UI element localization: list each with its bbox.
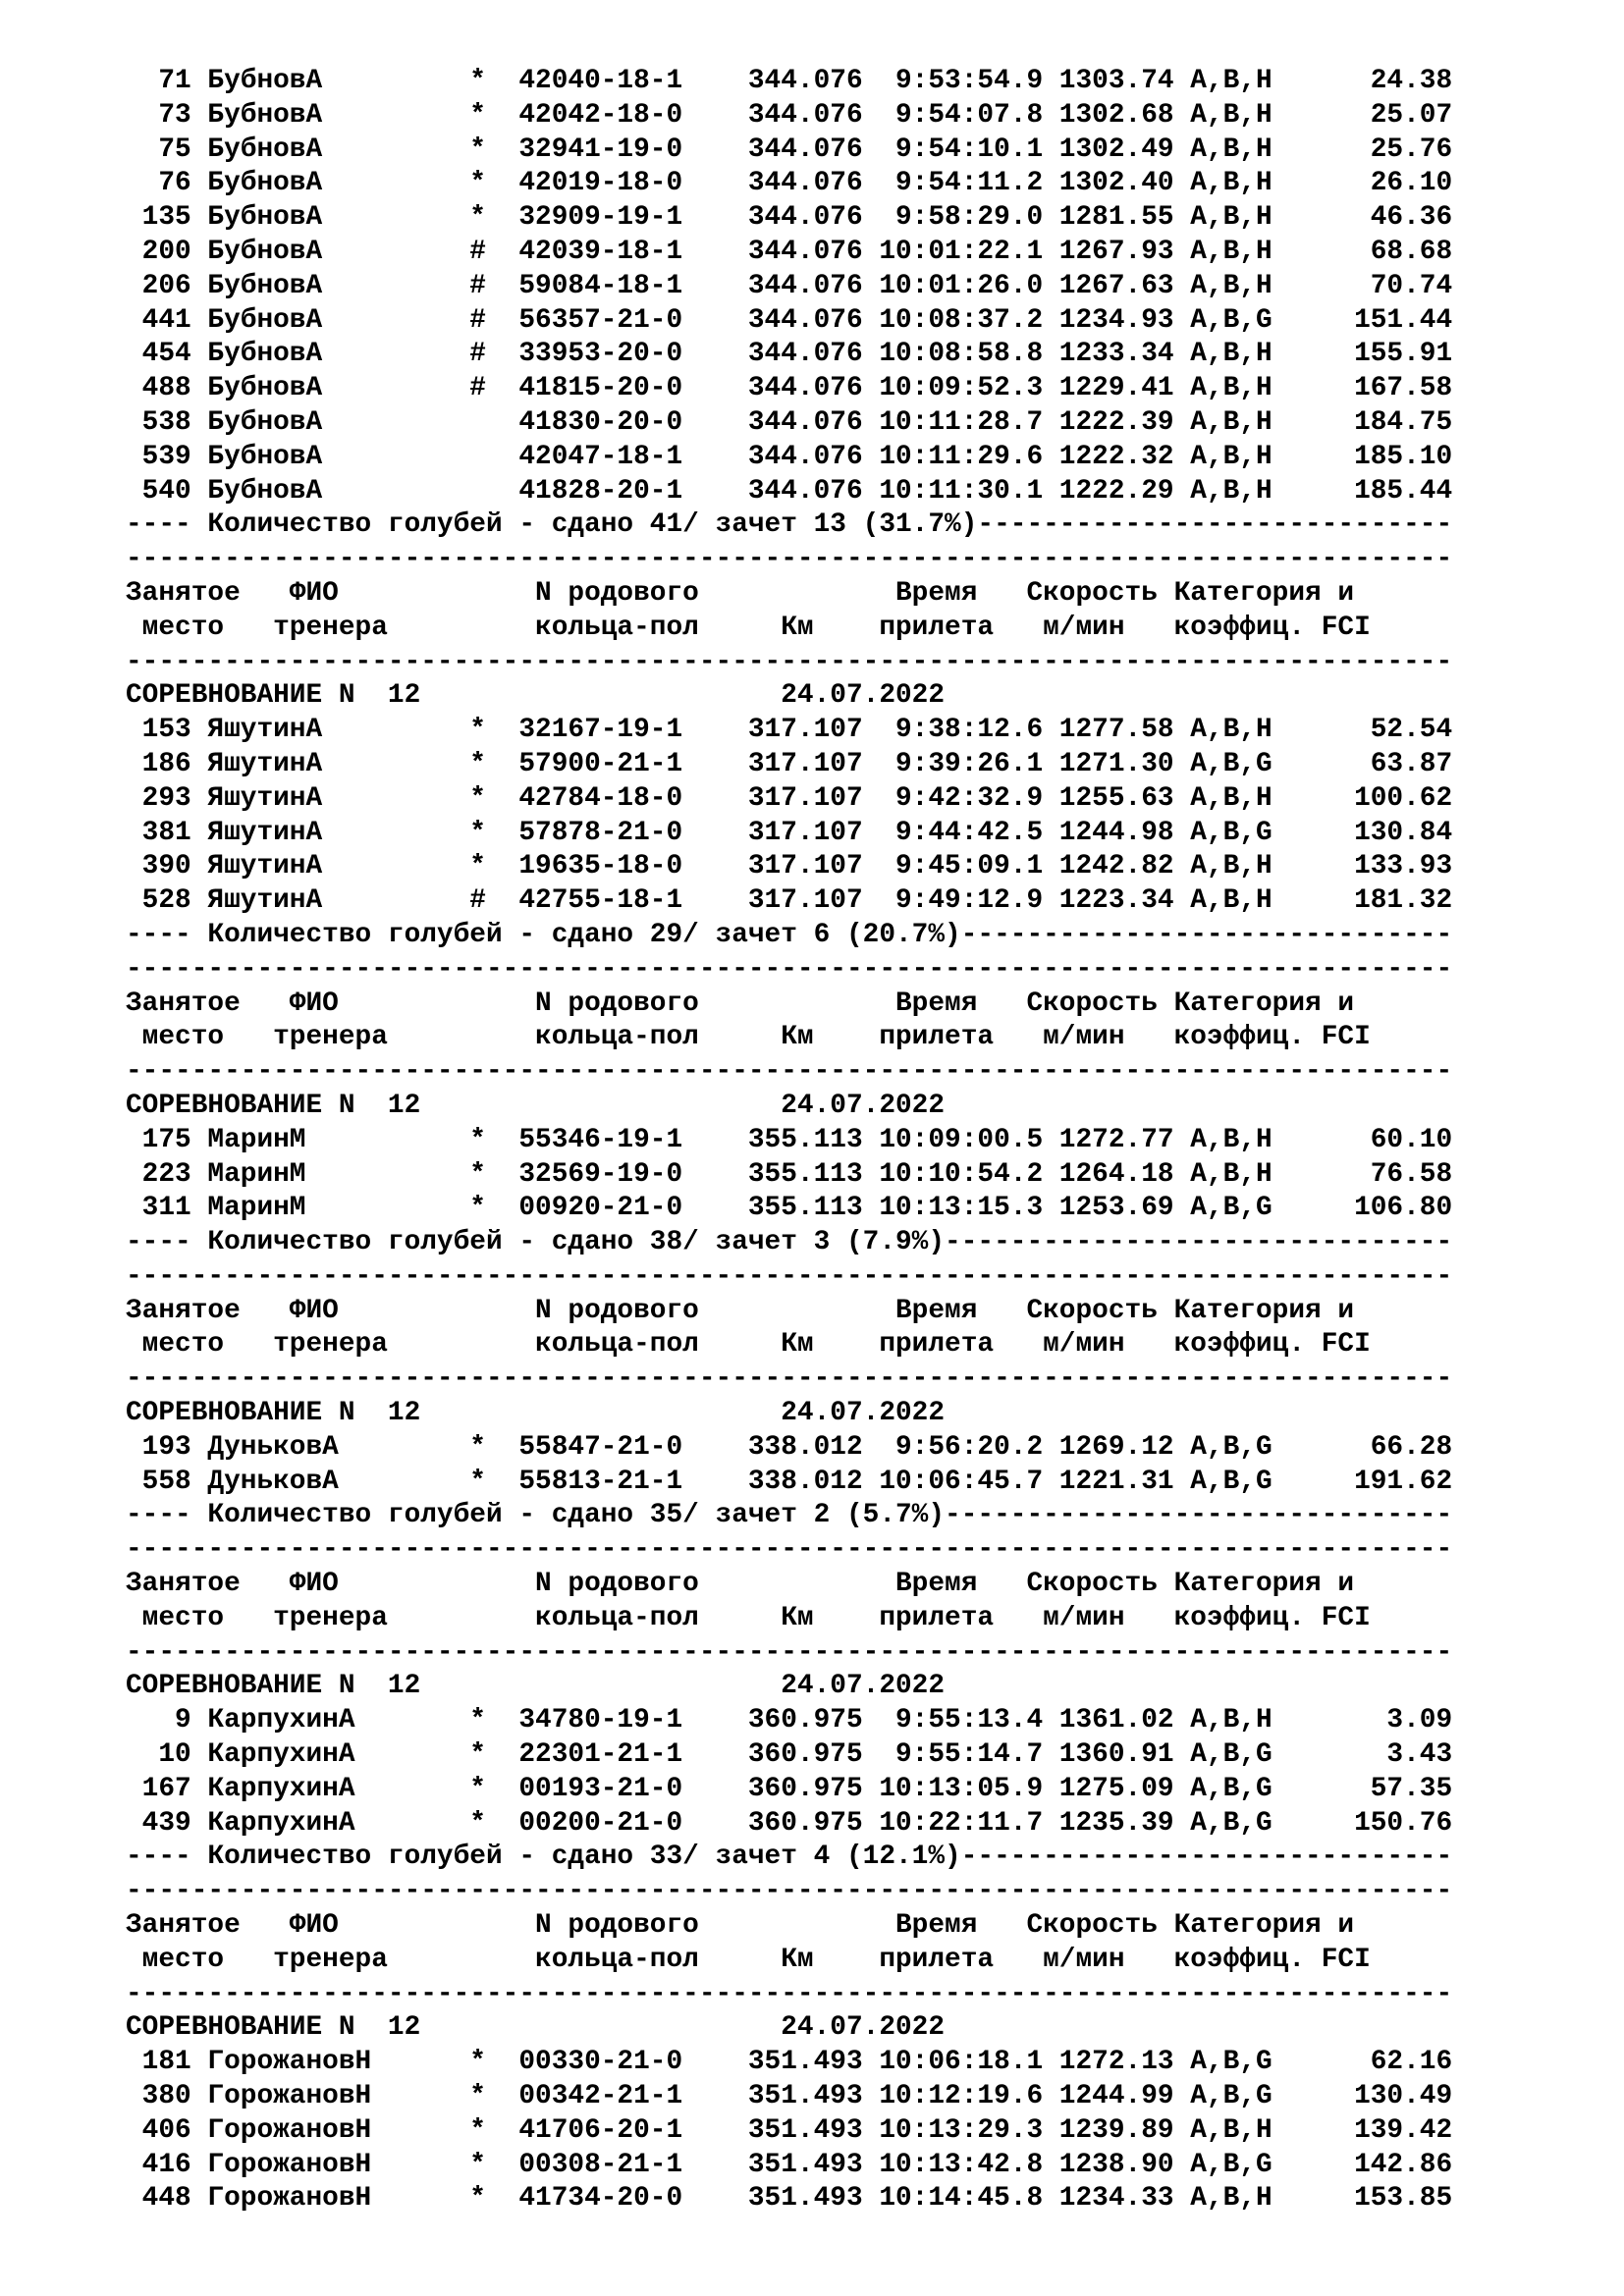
header-line: СОРЕВНОВАНИЕ N 12 24.07.2022 xyxy=(126,2012,946,2044)
summary-line: ---- Количество голубей - сдано 35/ зачет 2 (5.7%)------------------------------- xyxy=(126,1500,1453,1531)
result-row: 181 ГорожановН * 00330-21-0 351.493 10:06:18.1 1272.13 A,B,G 62.16 xyxy=(126,2047,1453,2078)
result-row: 200 БубновА # 42039-18-1 344.076 10:01:22.1 1267.93 A,B,H 68.68 xyxy=(126,236,1453,267)
result-row: 454 БубновА # 33953-20-0 344.076 10:08:58.8 1233.34 A,B,H 155.91 xyxy=(126,339,1453,370)
result-row: 528 ЯшутинА # 42755-18-1 317.107 9:49:12.9 1223.34 A,B,H 181.32 xyxy=(126,885,1453,917)
result-row: 175 МаринМ * 55346-19-1 355.113 10:09:00.5 1272.77 A,B,H 60.10 xyxy=(126,1124,1453,1155)
result-row: 135 БубновА * 32909-19-1 344.076 9:58:29.0 1281.55 A,B,H 46.36 xyxy=(126,202,1453,234)
result-row: 558 ДуньковА * 55813-21-1 338.012 10:06:45.7 1221.31 A,B,G 191.62 xyxy=(126,1466,1453,1497)
result-row: 390 ЯшутинА * 19635-18-0 317.107 9:45:09.1 1242.82 A,B,H 133.93 xyxy=(126,851,1453,882)
dashed-rule: --------------------------------------------------------------------------------- xyxy=(126,1978,1453,2009)
header-line: Занятое ФИО N родового Время Скорость Категория и xyxy=(126,1569,1355,1600)
result-row: 381 ЯшутинА * 57878-21-0 317.107 9:44:42.5 1244.98 A,B,G 130.84 xyxy=(126,817,1453,848)
header-line: Занятое ФИО N родового Время Скорость Категория и xyxy=(126,988,1355,1019)
result-row: 186 ЯшутинА * 57900-21-1 317.107 9:39:26.1 1271.30 A,B,G 63.87 xyxy=(126,748,1453,779)
dashed-rule: --------------------------------------------------------------------------------- xyxy=(126,1636,1453,1668)
result-row: 441 БубновА # 56357-21-0 344.076 10:08:37.2 1234.93 A,B,G 151.44 xyxy=(126,304,1453,336)
header-line: СОРЕВНОВАНИЕ N 12 24.07.2022 xyxy=(126,1090,946,1121)
result-row: 73 БубновА * 42042-18-0 344.076 9:54:07.8 1302.68 A,B,H 25.07 xyxy=(126,99,1453,131)
summary-line: ---- Количество голубей - сдано 38/ зачет 3 (7.9%)------------------------------- xyxy=(126,1227,1453,1258)
result-row: 153 ЯшутинА * 32167-19-1 317.107 9:38:12.6 1277.58 A,B,H 52.54 xyxy=(126,715,1453,746)
result-row: 439 КарпухинА * 00200-21-0 360.975 10:22:11.7 1235.39 A,B,G 150.76 xyxy=(126,1807,1453,1839)
result-row: 76 БубновА * 42019-18-0 344.076 9:54:11.2 1302.40 A,B,H 26.10 xyxy=(126,168,1453,199)
dashed-rule: --------------------------------------------------------------------------------- xyxy=(126,1056,1453,1088)
dashed-rule: --------------------------------------------------------------------------------- xyxy=(126,1534,1453,1566)
result-row: 406 ГорожановН * 41706-20-1 351.493 10:13:29.3 1239.89 A,B,H 139.42 xyxy=(126,2114,1453,2146)
result-row: 380 ГорожановН * 00342-21-1 351.493 10:12:19.6 1244.99 A,B,G 130.49 xyxy=(126,2081,1453,2112)
result-row: 416 ГорожановН * 00308-21-1 351.493 10:13:42.8 1238.90 A,B,G 142.86 xyxy=(126,2149,1453,2180)
header-line: СОРЕВНОВАНИЕ N 12 24.07.2022 xyxy=(126,1671,946,1702)
result-row: 167 КарпухинА * 00193-21-0 360.975 10:13:05.9 1275.09 A,B,G 57.35 xyxy=(126,1773,1453,1804)
header-line: Занятое ФИО N родового Время Скорость Категория и xyxy=(126,1910,1355,1942)
header-line: Занятое ФИО N родового Время Скорость Категория и xyxy=(126,1295,1355,1326)
result-row: 193 ДуньковА * 55847-21-0 338.012 9:56:20.2 1269.12 A,B,G 66.28 xyxy=(126,1431,1453,1463)
result-row: 71 БубновА * 42040-18-1 344.076 9:53:54.9 1303.74 A,B,H 24.38 xyxy=(126,66,1453,96)
result-row: 488 БубновА # 41815-20-0 344.076 10:09:52.3 1229.41 A,B,H 167.58 xyxy=(126,373,1453,404)
header-line: место тренера кольца-пол Км прилета м/мин коэффиц. FCI xyxy=(126,1329,1371,1361)
header-line: СОРЕВНОВАНИЕ N 12 24.07.2022 xyxy=(126,680,946,712)
dashed-rule: --------------------------------------------------------------------------------- xyxy=(126,1260,1453,1292)
result-row: 448 ГорожановН * 41734-20-0 351.493 10:14:45.8 1234.33 A,B,H 153.85 xyxy=(126,2183,1453,2215)
header-line: место тренера кольца-пол Км прилета м/мин коэффиц. FCI xyxy=(126,612,1371,643)
result-row: 10 КарпухинА * 22301-21-1 360.975 9:55:14.7 1360.91 A,B,G 3.43 xyxy=(126,1739,1453,1771)
result-row: 540 БубновА 41828-20-1 344.076 10:11:30.1 1222.29 A,B,H 185.44 xyxy=(126,475,1453,507)
dashed-rule: --------------------------------------------------------------------------------- xyxy=(126,646,1453,677)
result-row: 311 МаринМ * 00920-21-0 355.113 10:13:15.3 1253.69 A,B,G 106.80 xyxy=(126,1193,1453,1224)
dashed-rule: --------------------------------------------------------------------------------- xyxy=(126,544,1453,575)
dashed-rule: --------------------------------------------------------------------------------- xyxy=(126,953,1453,985)
result-row: 223 МаринМ * 32569-19-0 355.113 10:10:54.2 1264.18 A,B,H 76.58 xyxy=(126,1158,1453,1190)
header-line: место тренера кольца-пол Км прилета м/мин коэффиц. FCI xyxy=(126,1022,1371,1053)
dashed-rule: --------------------------------------------------------------------------------- xyxy=(126,1363,1453,1395)
result-row: 206 БубновА # 59084-18-1 344.076 10:01:26.0 1267.63 A,B,H 70.74 xyxy=(126,270,1453,301)
header-line: место тренера кольца-пол Км прилета м/мин коэффиц. FCI xyxy=(126,1602,1371,1633)
header-line: Занятое ФИО N родового Время Скорость Категория и xyxy=(126,577,1355,609)
summary-line: ---- Количество голубей - сдано 33/ зачет 4 (12.1%)------------------------------ xyxy=(126,1842,1453,1873)
header-line: СОРЕВНОВАНИЕ N 12 24.07.2022 xyxy=(126,1398,946,1429)
results-printout xyxy=(126,65,1613,2216)
result-row: 293 ЯшутинА * 42784-18-0 317.107 9:42:32.9 1255.63 A,B,H 100.62 xyxy=(126,782,1453,814)
summary-line: ---- Количество голубей - сдано 41/ зачет 13 (31.7%)----------------------------- xyxy=(126,509,1453,541)
summary-line: ---- Количество голубей - сдано 29/ зачет 6 (20.7%)------------------------------ xyxy=(126,919,1453,950)
result-row: 9 КарпухинА * 34780-19-1 360.975 9:55:13.4 1361.02 A,B,H 3.09 xyxy=(126,1705,1453,1736)
result-row: 75 БубновА * 32941-19-0 344.076 9:54:10.1 1302.49 A,B,H 25.76 xyxy=(126,133,1453,165)
result-row: 538 БубновА 41830-20-0 344.076 10:11:28.7 1222.39 A,B,H 184.75 xyxy=(126,406,1453,438)
dashed-rule: --------------------------------------------------------------------------------- xyxy=(126,1876,1453,1907)
header-line: место тренера кольца-пол Км прилета м/мин коэффиц. FCI xyxy=(126,1944,1371,1975)
result-row: 539 БубновА 42047-18-1 344.076 10:11:29.6 1222.32 A,B,H 185.10 xyxy=(126,441,1453,472)
